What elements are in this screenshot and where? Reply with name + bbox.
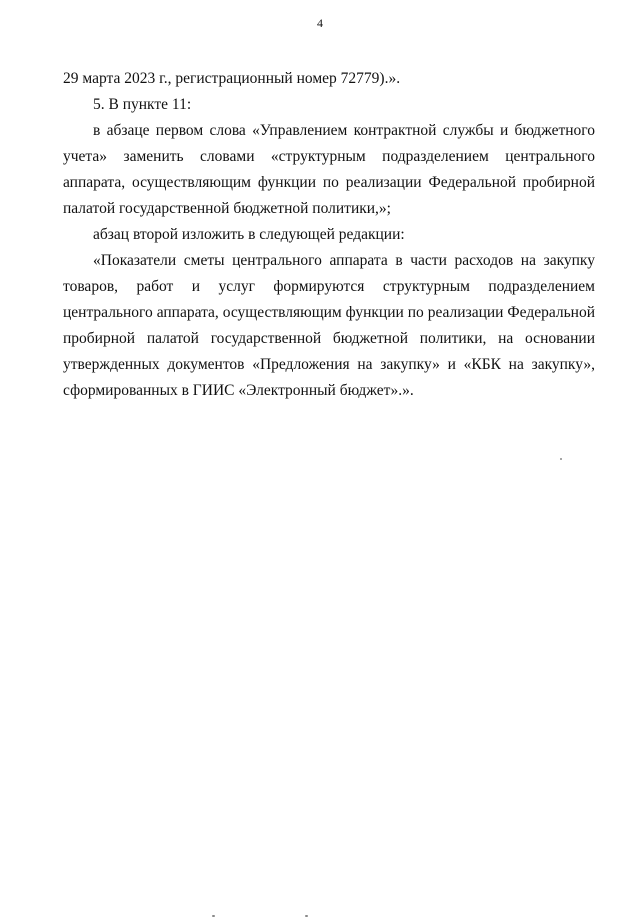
paragraph-item-5: 5. В пункте 11: (93, 96, 192, 113)
paragraph-first-abzats-change: в абзаце первом слова «Управлением контрактной службы и бюджетного учета» заменить словами «структурным подразделением центрального аппарата, осуществляющим функции по реализации Федеральной пробирной палатой государственной бюджетной политики,»; (63, 122, 595, 217)
scan-speck (212, 915, 215, 917)
paragraph-new-wording: «Показатели сметы центрального аппарата в части расходов на закупку товаров, работ и услуг формируются структурным подразделением центрального аппарата, осуществляющим функции по реализации Федеральной пробирной палатой государственной бюджетной политики, на основании утвержденных документов «Предложения на закупку» и «КБК на закупку», сформированных в ГИИС «Электронный бюджет».». (63, 252, 595, 399)
document-body (63, 66, 595, 404)
paragraph-second-abzats-intro: абзац второй изложить в следующей редакции: (93, 226, 405, 243)
paragraph-registration-number: 29 марта 2023 г., регистрационный номер 72779).». (63, 70, 401, 87)
scan-speck (305, 915, 308, 917)
page-number: 4 (317, 16, 323, 30)
scan-speck (560, 458, 562, 460)
